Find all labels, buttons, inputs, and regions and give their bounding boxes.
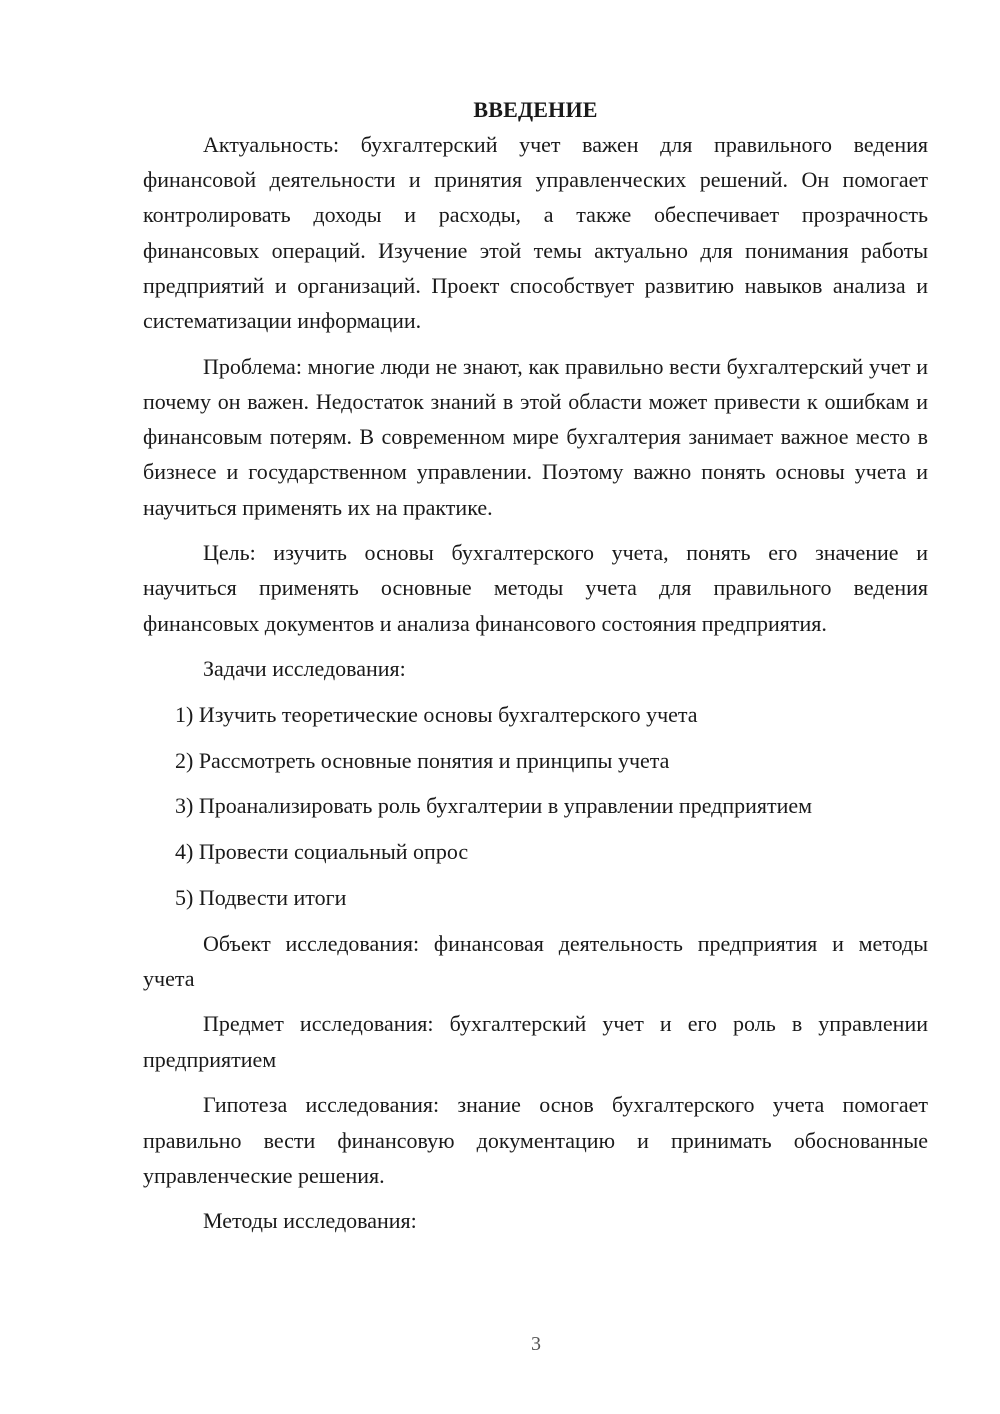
list-item: 5) Подвести итоги	[175, 884, 347, 910]
list-item: 1) Изучить теоретические основы бухгалтерского учета	[175, 702, 698, 728]
list-item: 2) Рассмотреть основные понятия и принципы учета	[175, 747, 670, 773]
subject-paragraph: Предмет исследования: бухгалтерский учет и его роль в управлении предприятием	[143, 1011, 928, 1072]
tasks-list	[143, 697, 928, 915]
hypothesis-paragraph: Гипотеза исследования: знание основ бухгалтерского учета помогает правильно вести финансовую документацию и принимать обоснованные управленческие решения.	[143, 1092, 928, 1188]
object-paragraph: Объект исследования: финансовая деятельность предприятия и методы учета	[143, 930, 928, 991]
goal-paragraph: Цель: изучить основы бухгалтерского учета, понять его значение и научиться применять основные методы учета для правильного ведения финансовых документов и анализа финансового состояния предприятия.	[143, 540, 928, 636]
list-item: 4) Провести социальный опрос	[175, 839, 469, 865]
tasks-heading: Задачи исследования:	[203, 656, 406, 682]
document-page	[143, 92, 928, 1249]
methods-heading: Методы исследования:	[203, 1208, 417, 1234]
relevance-paragraph: Актуальность: бухгалтерский учет важен для правильного ведения финансовой деятельности и принятия управленческих решений. Он помогает контролировать доходы и расходы, а также обеспечивает прозрачность финансовых операций. Изучение этой темы актуально для понимания работы предприятий и организаций. Проект способствует развитию навыков анализа и систематизации информации.	[143, 132, 928, 334]
problem-paragraph: Проблема: многие люди не знают, как правильно вести бухгалтерский учет и почему он важен. Недостаток знаний в этой области может привести к ошибкам и финансовым потерям. В современном мире бухгалтерия занимает важное место в бизнесе и государственном управлении. Поэтому важно понять основы учета и научиться применять их на практике.	[143, 353, 928, 520]
page-title: ВВЕДЕНИЕ	[473, 97, 598, 122]
page-number: 3	[531, 1333, 541, 1355]
list-item: 3) Проанализировать роль бухгалтерии в управлении предприятием	[175, 793, 813, 819]
